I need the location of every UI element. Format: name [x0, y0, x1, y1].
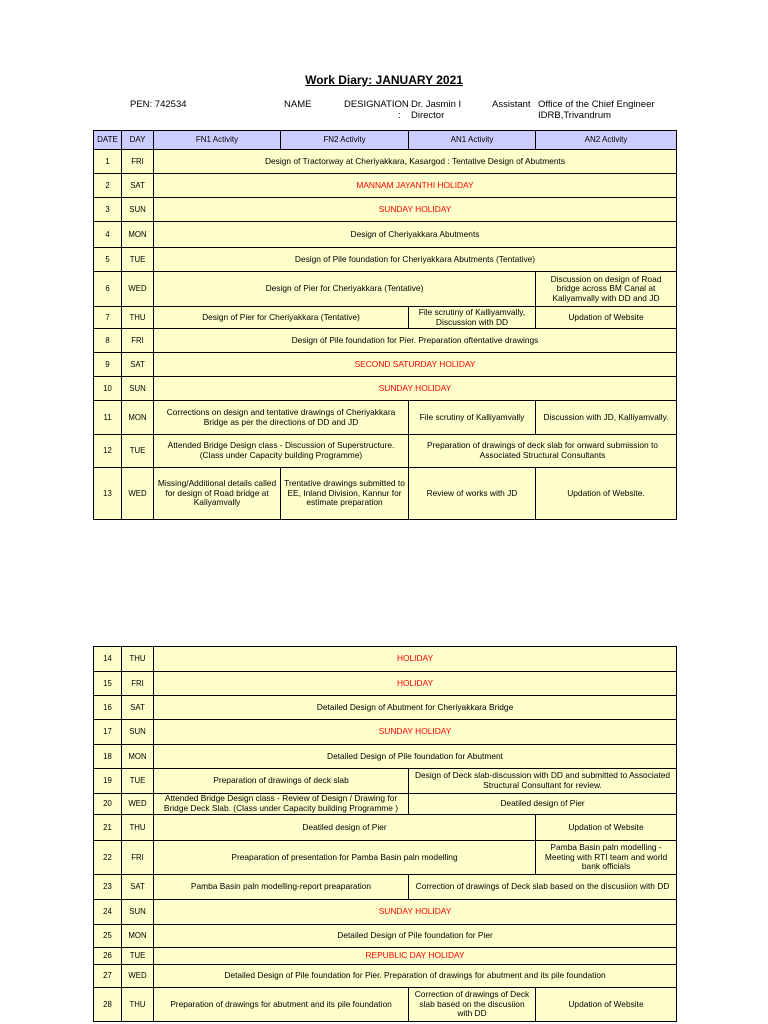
- holiday-cell: HOLIDAY: [154, 672, 677, 696]
- date-cell: 21: [94, 815, 122, 841]
- date-cell: 27: [94, 965, 122, 988]
- activity-cell: Correction of drawings of Deck slab based on the discusiion with DD: [409, 875, 677, 900]
- designation-colon: :: [398, 110, 401, 121]
- column-header-date: DATE: [94, 131, 122, 150]
- table-row: [94, 672, 677, 696]
- day-cell: WED: [122, 794, 154, 815]
- column-header-an1: AN1 Activity: [409, 131, 536, 150]
- date-cell: 14: [94, 647, 122, 672]
- activity-cell: Detailed Design of Pile foundation for Pier. Preparation of drawings for abutment and its pile foundation: [154, 965, 677, 988]
- column-header-an2: AN2 Activity: [536, 131, 677, 150]
- activity-cell: Deatiled design of Pier: [154, 815, 536, 841]
- holiday-cell: HOLIDAY: [154, 647, 677, 672]
- activity-cell: Review of works with JD: [409, 468, 536, 520]
- day-cell: SUN: [122, 900, 154, 925]
- table-row: [94, 948, 677, 965]
- day-cell: MON: [122, 745, 154, 769]
- day-cell: SAT: [122, 174, 154, 198]
- activity-cell: Updation of Website.: [536, 468, 677, 520]
- column-header-fn2: FN2 Activity: [281, 131, 409, 150]
- date-cell: 22: [94, 841, 122, 875]
- date-cell: 1: [94, 150, 122, 174]
- day-cell: THU: [122, 647, 154, 672]
- activity-cell: Trentative drawings submitted to EE, Inland Division, Kannur for estimate preparation: [281, 468, 409, 520]
- date-cell: 16: [94, 696, 122, 720]
- holiday-cell: SUNDAY HOLIDAY: [154, 900, 677, 925]
- table-row: [94, 353, 677, 377]
- table-row: [94, 377, 677, 401]
- holiday-cell: MANNAM JAYANTHI HOLIDAY: [154, 174, 677, 198]
- activity-cell: Preparation of drawings of deck slab for onward submission to Associated Structural Consultants: [409, 435, 677, 468]
- date-cell: 8: [94, 329, 122, 353]
- office-line-1: Office of the Chief Engineer: [538, 99, 655, 110]
- activity-cell: Design of Pier for Cheriyakkara (Tentative): [154, 272, 536, 307]
- table-row: [94, 988, 677, 1022]
- table-row: [94, 198, 677, 222]
- table-row: [94, 248, 677, 272]
- date-cell: 9: [94, 353, 122, 377]
- date-cell: 17: [94, 720, 122, 745]
- date-cell: 15: [94, 672, 122, 696]
- table-header-row: [94, 131, 677, 150]
- activity-cell: Pamba Basin paln modelling-report preaparation: [154, 875, 409, 900]
- table-row: [94, 900, 677, 925]
- day-cell: FRI: [122, 150, 154, 174]
- date-cell: 11: [94, 401, 122, 435]
- table-row: [94, 769, 677, 794]
- activity-cell: Missing/Additional details called for design of Road bridge at Kaliyamvally: [154, 468, 281, 520]
- day-cell: FRI: [122, 841, 154, 875]
- table-row: [94, 174, 677, 198]
- date-cell: 18: [94, 745, 122, 769]
- date-cell: 19: [94, 769, 122, 794]
- day-cell: MON: [122, 401, 154, 435]
- office-line-2: IDRB,Trivandrum: [538, 110, 612, 121]
- date-cell: 4: [94, 222, 122, 248]
- diary-table-part-2: [93, 646, 677, 1022]
- day-cell: TUE: [122, 248, 154, 272]
- date-cell: 25: [94, 925, 122, 948]
- table-row: [94, 696, 677, 720]
- activity-cell: Design of Cheriyakkara Abutments: [154, 222, 677, 248]
- table-row: [94, 435, 677, 468]
- table-row: [94, 307, 677, 329]
- table-row: [94, 875, 677, 900]
- date-cell: 6: [94, 272, 122, 307]
- day-cell: WED: [122, 468, 154, 520]
- date-cell: 28: [94, 988, 122, 1022]
- activity-cell: Discussion on design of Road bridge across BM Canal at Kaliyamvally with DD and JD: [536, 272, 677, 307]
- pen-number: PEN: 742534: [130, 99, 187, 110]
- column-header-fn1: FN1 Activity: [154, 131, 281, 150]
- activity-cell: Pamba Basin paln modelling - Meeting with RTI team and world bank officials: [536, 841, 677, 875]
- page-title: Work Diary: JANUARY 2021: [305, 73, 463, 87]
- day-cell: THU: [122, 307, 154, 329]
- day-cell: SAT: [122, 696, 154, 720]
- holiday-cell: REPUBLIC DAY HOLIDAY: [154, 948, 677, 965]
- name-value: Dr. Jasmin I: [411, 99, 462, 110]
- activity-cell: Updation of Website: [536, 988, 677, 1022]
- day-cell: SUN: [122, 720, 154, 745]
- day-cell: THU: [122, 988, 154, 1022]
- day-cell: TUE: [122, 769, 154, 794]
- holiday-cell: SUNDAY HOLIDAY: [154, 198, 677, 222]
- day-cell: THU: [122, 815, 154, 841]
- table-row: [94, 720, 677, 745]
- date-cell: 26: [94, 948, 122, 965]
- day-cell: WED: [122, 272, 154, 307]
- day-cell: WED: [122, 965, 154, 988]
- diary-table-part-1: [93, 130, 677, 520]
- day-cell: TUE: [122, 435, 154, 468]
- date-cell: 20: [94, 794, 122, 815]
- day-cell: SUN: [122, 198, 154, 222]
- table-body-part-2: [94, 647, 677, 1022]
- name-label: NAME: [284, 99, 312, 110]
- activity-cell: Discussion with JD, Kalliyamvally.: [536, 401, 677, 435]
- activity-cell: Detailed Design of Pile foundation for Pier: [154, 925, 677, 948]
- activity-cell: Preparation of drawings of deck slab: [154, 769, 409, 794]
- designation-label: DESIGNATION: [344, 99, 409, 110]
- day-cell: SAT: [122, 353, 154, 377]
- table-row: [94, 794, 677, 815]
- day-cell: SAT: [122, 875, 154, 900]
- designation-value: Director: [411, 110, 445, 121]
- day-cell: FRI: [122, 672, 154, 696]
- table-row: [94, 272, 677, 307]
- day-cell: SUN: [122, 377, 154, 401]
- date-cell: 5: [94, 248, 122, 272]
- activity-cell: Corrections on design and tentative drawings of Cheriyakkara Bridge as per the directions of DD and JD: [154, 401, 409, 435]
- activity-cell: Design of Pier for Cheriyakkara (Tentative): [154, 307, 409, 329]
- table-row: [94, 329, 677, 353]
- date-cell: 7: [94, 307, 122, 329]
- table-row: [94, 401, 677, 435]
- activity-cell: File scrutiny of Kalliyamvally, Discussion with DD: [409, 307, 536, 329]
- activity-cell: Correction of drawings of Deck slab based on the discusiion with DD: [409, 988, 536, 1022]
- table-body-part-1: [94, 150, 677, 520]
- activity-cell: Detailed Design of Abutment for Cheriyakkara Bridge: [154, 696, 677, 720]
- activity-cell: Design of Tractorway at Cheriyakkara, Kasargod : Tentative Design of Abutments: [154, 150, 677, 174]
- date-cell: 12: [94, 435, 122, 468]
- activity-cell: Attended Bridge Design class - Review of Design / Drawing for Bridge Deck Slab. (Class under Capacity building Programme ): [154, 794, 409, 815]
- day-cell: MON: [122, 925, 154, 948]
- date-cell: 2: [94, 174, 122, 198]
- date-cell: 23: [94, 875, 122, 900]
- day-cell: TUE: [122, 948, 154, 965]
- activity-cell: Design of Pile foundation for Cheriyakkara Abutments (Tentative): [154, 248, 677, 272]
- column-header-day: DAY: [122, 131, 154, 150]
- date-cell: 13: [94, 468, 122, 520]
- activity-cell: Preaparation of presentation for Pamba Basin paln modelling: [154, 841, 536, 875]
- table-row: [94, 150, 677, 174]
- day-cell: FRI: [122, 329, 154, 353]
- designation-prefix: Assistant: [492, 99, 531, 110]
- table-row: [94, 815, 677, 841]
- table-row: [94, 925, 677, 948]
- table-row: [94, 647, 677, 672]
- activity-cell: Attended Bridge Design class - Discussion of Superstructure. (Class under Capacity building Programme): [154, 435, 409, 468]
- table-row: [94, 841, 677, 875]
- table-row: [94, 222, 677, 248]
- holiday-cell: SECOND SATURDAY HOLIDAY: [154, 353, 677, 377]
- activity-cell: File scrutiny of Kalliyamvally: [409, 401, 536, 435]
- activity-cell: Updation of Website: [536, 815, 677, 841]
- activity-cell: Detailed Design of Pile foundation for Abutment: [154, 745, 677, 769]
- holiday-cell: SUNDAY HOLIDAY: [154, 377, 677, 401]
- activity-cell: Preparation of drawings for abutment and its pile foundation: [154, 988, 409, 1022]
- day-cell: MON: [122, 222, 154, 248]
- table-row: [94, 468, 677, 520]
- activity-cell: Design of Deck slab-discussion with DD and submitted to Associated Structural Consultant for review.: [409, 769, 677, 794]
- activity-cell: Design of Pile foundation for Pier. Preparation oftentative drawings: [154, 329, 677, 353]
- date-cell: 10: [94, 377, 122, 401]
- holiday-cell: SUNDAY HOLIDAY: [154, 720, 677, 745]
- date-cell: 3: [94, 198, 122, 222]
- date-cell: 24: [94, 900, 122, 925]
- table-row: [94, 965, 677, 988]
- activity-cell: Deatiled design of Pier: [409, 794, 677, 815]
- activity-cell: Updation of Website: [536, 307, 677, 329]
- table-row: [94, 745, 677, 769]
